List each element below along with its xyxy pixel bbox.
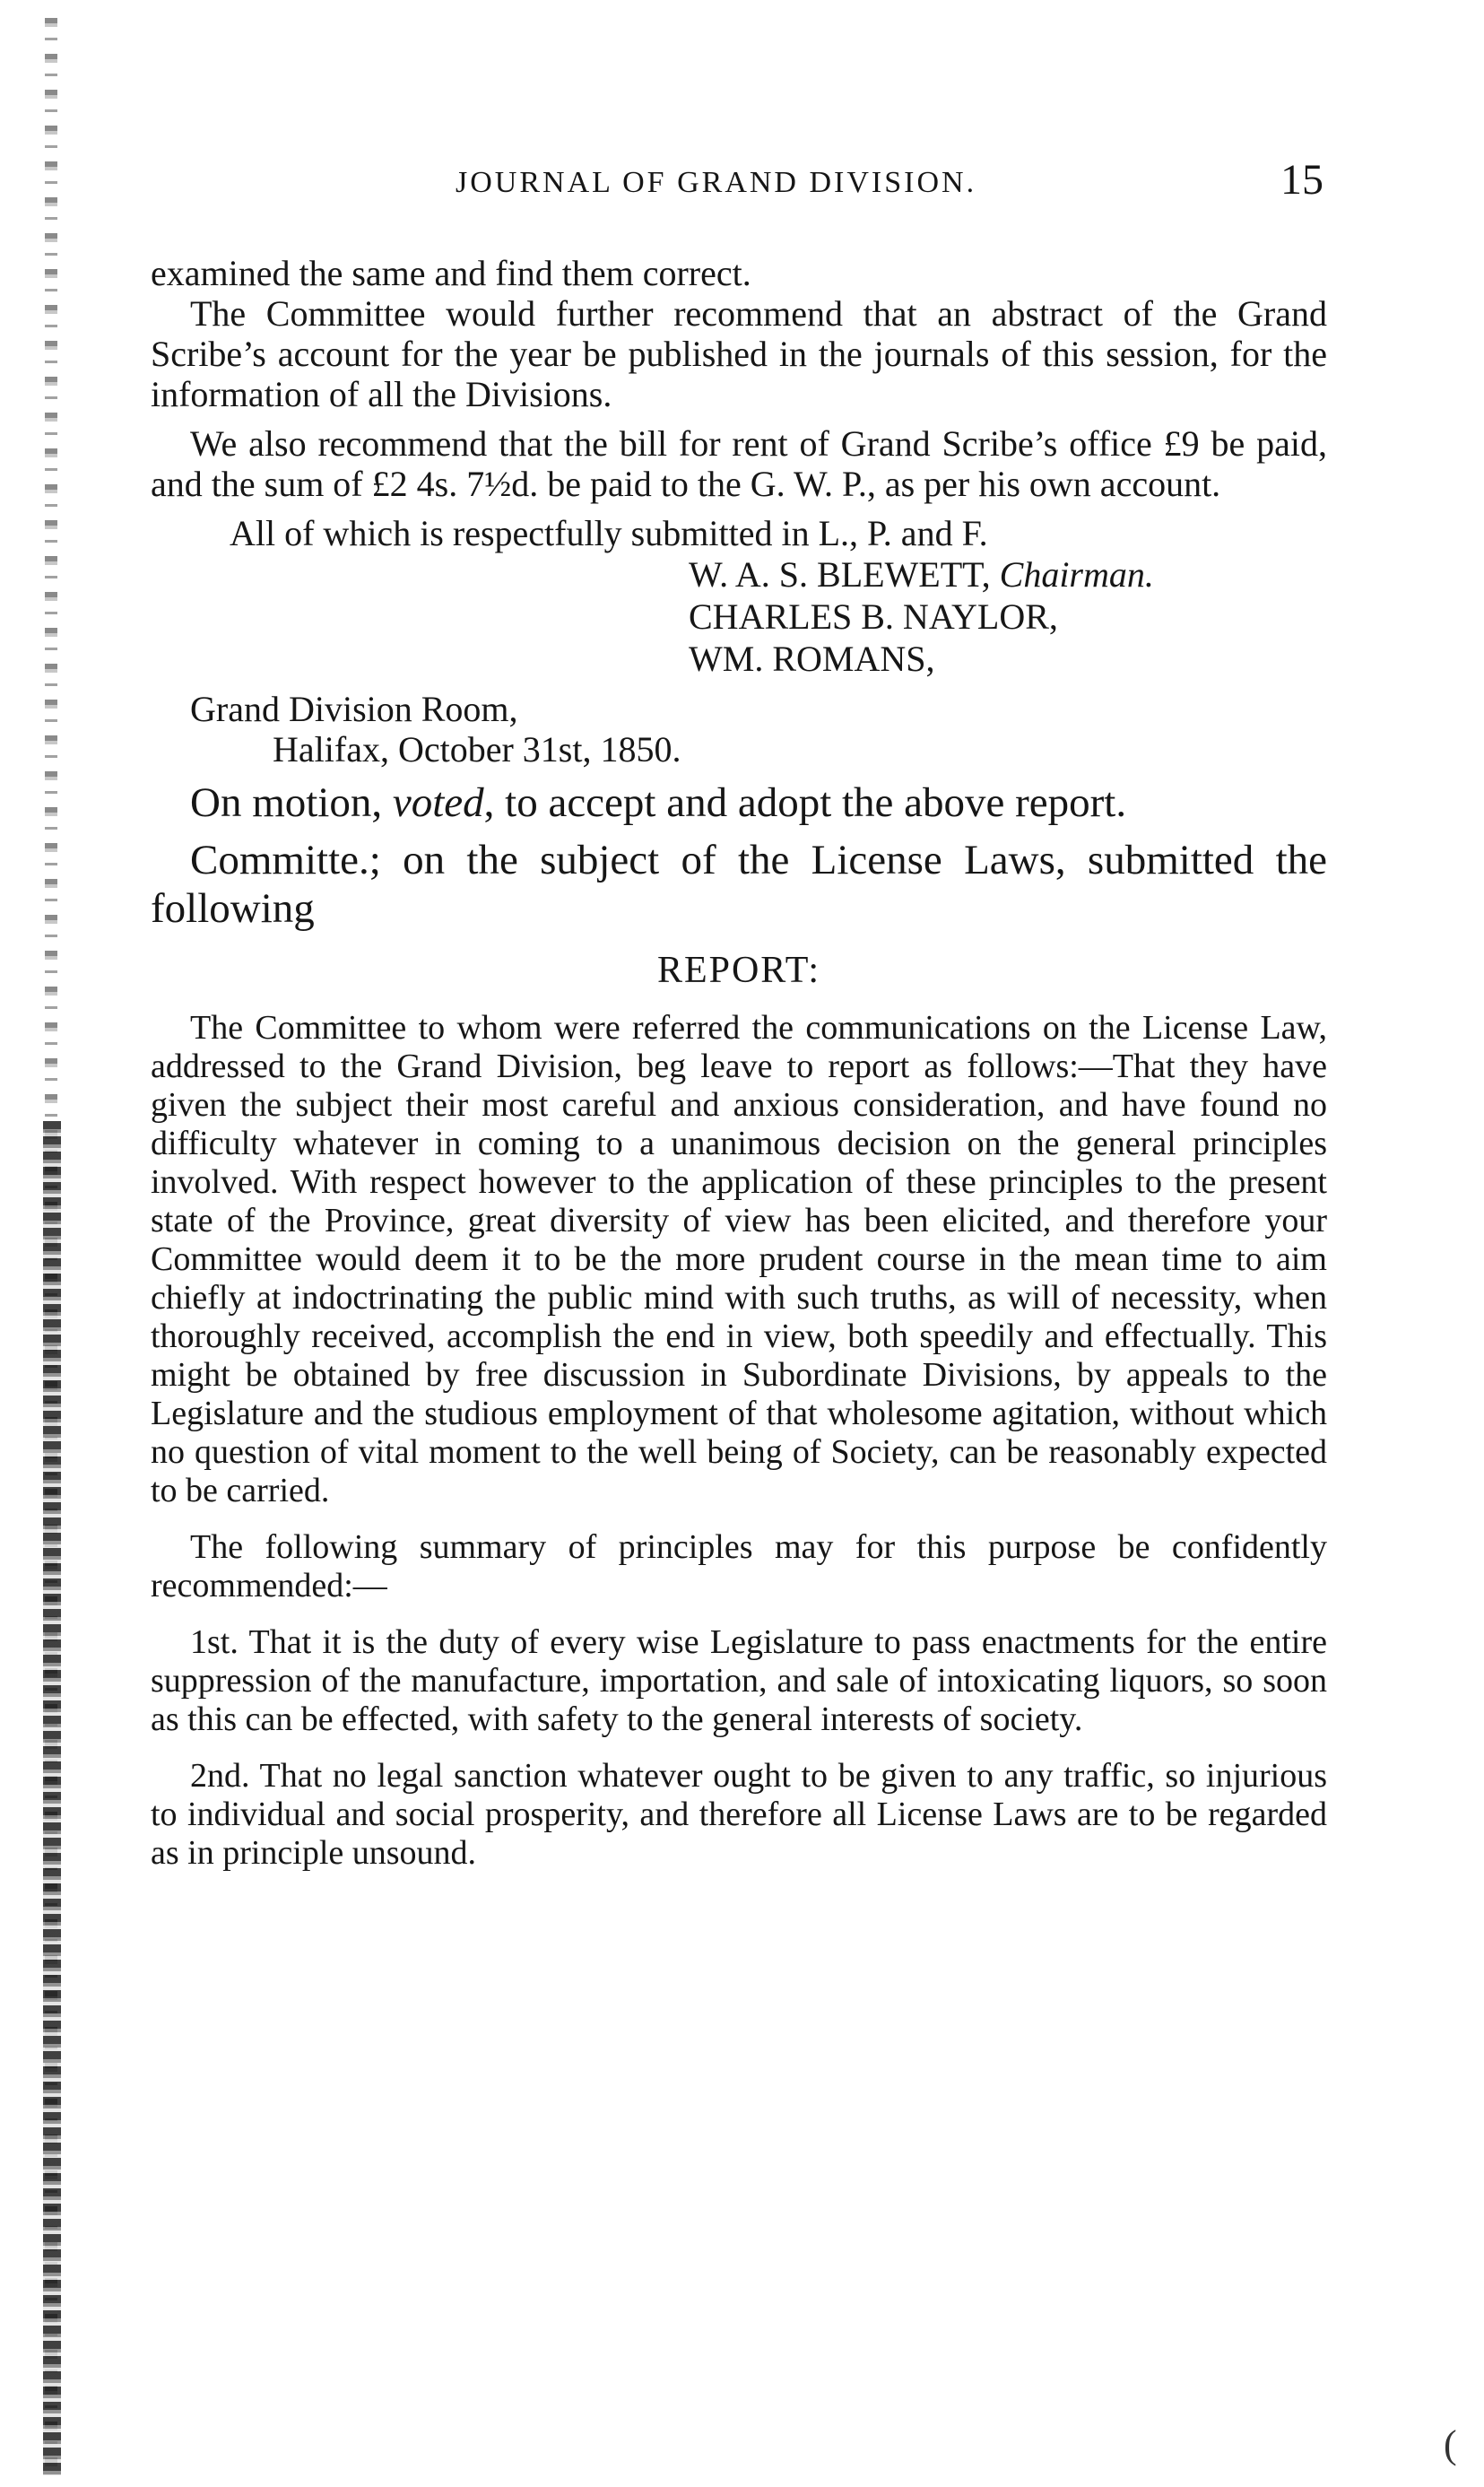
motion-voted: voted — [392, 779, 484, 826]
motion-text: On motion, — [190, 779, 393, 826]
report-paragraph: The Committee to whom were referred the communications on the License Law, addressed to the Grand Division, beg leave to report as follows:—That they have given the subject their most careful and anxious consideration, and have found no difficulty whatever in coming to a unanimous decision on the general principles involved. With respect however to the application of these principles to the present state of the Province, great diversity of view has been elicited, and therefore your Committee would deem it to be the more prudent course in the mean time to aim chiefly at indoctrinating the public mind with such truths, as will of necessity, when thoroughly received, accomplish the end in view, both speedily and effectually. This might be obtained by free discussion in Subordinate Divisions, by appeals to the Legislature and the studious employment of that wholesome agitation, without which no question of vital moment to the well being of Society, can be reasonably expected to be carried. — [151, 1009, 1327, 1509]
signer-3 — [689, 638, 1327, 680]
motion-paragraph — [151, 778, 1327, 827]
signer-1 — [689, 553, 1327, 596]
committee-intro: Committe.; on the subject of the License Laws, submitted the following — [151, 837, 1327, 932]
margin-mark: ( — [1444, 2422, 1457, 2466]
closing-line: All of which is respectfully submitted in L., P. and F. — [230, 513, 988, 553]
signer-name: W. A. S. BLEWETT, — [689, 554, 991, 595]
paragraph-continuation: examined the same and find them correct. — [151, 253, 751, 293]
place-line-2: Halifax, October 31st, 1850. — [273, 729, 681, 770]
signer-name: CHARLES B. NAYLOR, — [689, 596, 1058, 637]
place-line-1: Grand Division Room, — [190, 689, 518, 729]
motion-text-end: , to accept and adopt the above report. — [483, 779, 1127, 826]
paragraph-abstract-recommendation: The Committee would further recommend that an abstract of the Grand Scribe’s account for the year be published in the journals of this session, for the information of all the Divisions. — [151, 293, 1327, 414]
principle-item-2: 2nd. That no legal sanction whatever ought to be given to any traffic, so injurious to individual and social prosperity, and therefore all License Laws are to be regarded as in principle unsound. — [151, 1757, 1327, 1872]
signer-2 — [689, 596, 1327, 638]
signer-name: WM. ROMANS, — [689, 639, 935, 679]
principle-item-1: 1st. That it is the duty of every wise Legislature to pass enactments for the entire suppression of the manufacture, importation, and sale of intoxicating liquors, so soon as this can be effected, with safety to the general interests of society. — [151, 1623, 1327, 1738]
report-heading: REPORT: — [656, 950, 821, 991]
running-head: JOURNAL OF GRAND DIVISION. — [456, 166, 977, 199]
paragraph-rent-recommendation: We also recommend that the bill for rent of Grand Scribe’s office £9 be paid, and the sum of £2 4s. 7½d. be paid to the G. W. P., as per his own account. — [151, 423, 1327, 504]
page-header — [0, 156, 1484, 220]
signer-role: Chairman. — [999, 554, 1154, 595]
page-number: 15 — [1280, 156, 1323, 204]
summary-intro: The following summary of principles may for this purpose be confidently recommended:— — [151, 1528, 1327, 1604]
binding-edge-dark — [43, 1121, 61, 2475]
page-body — [151, 253, 1327, 1873]
